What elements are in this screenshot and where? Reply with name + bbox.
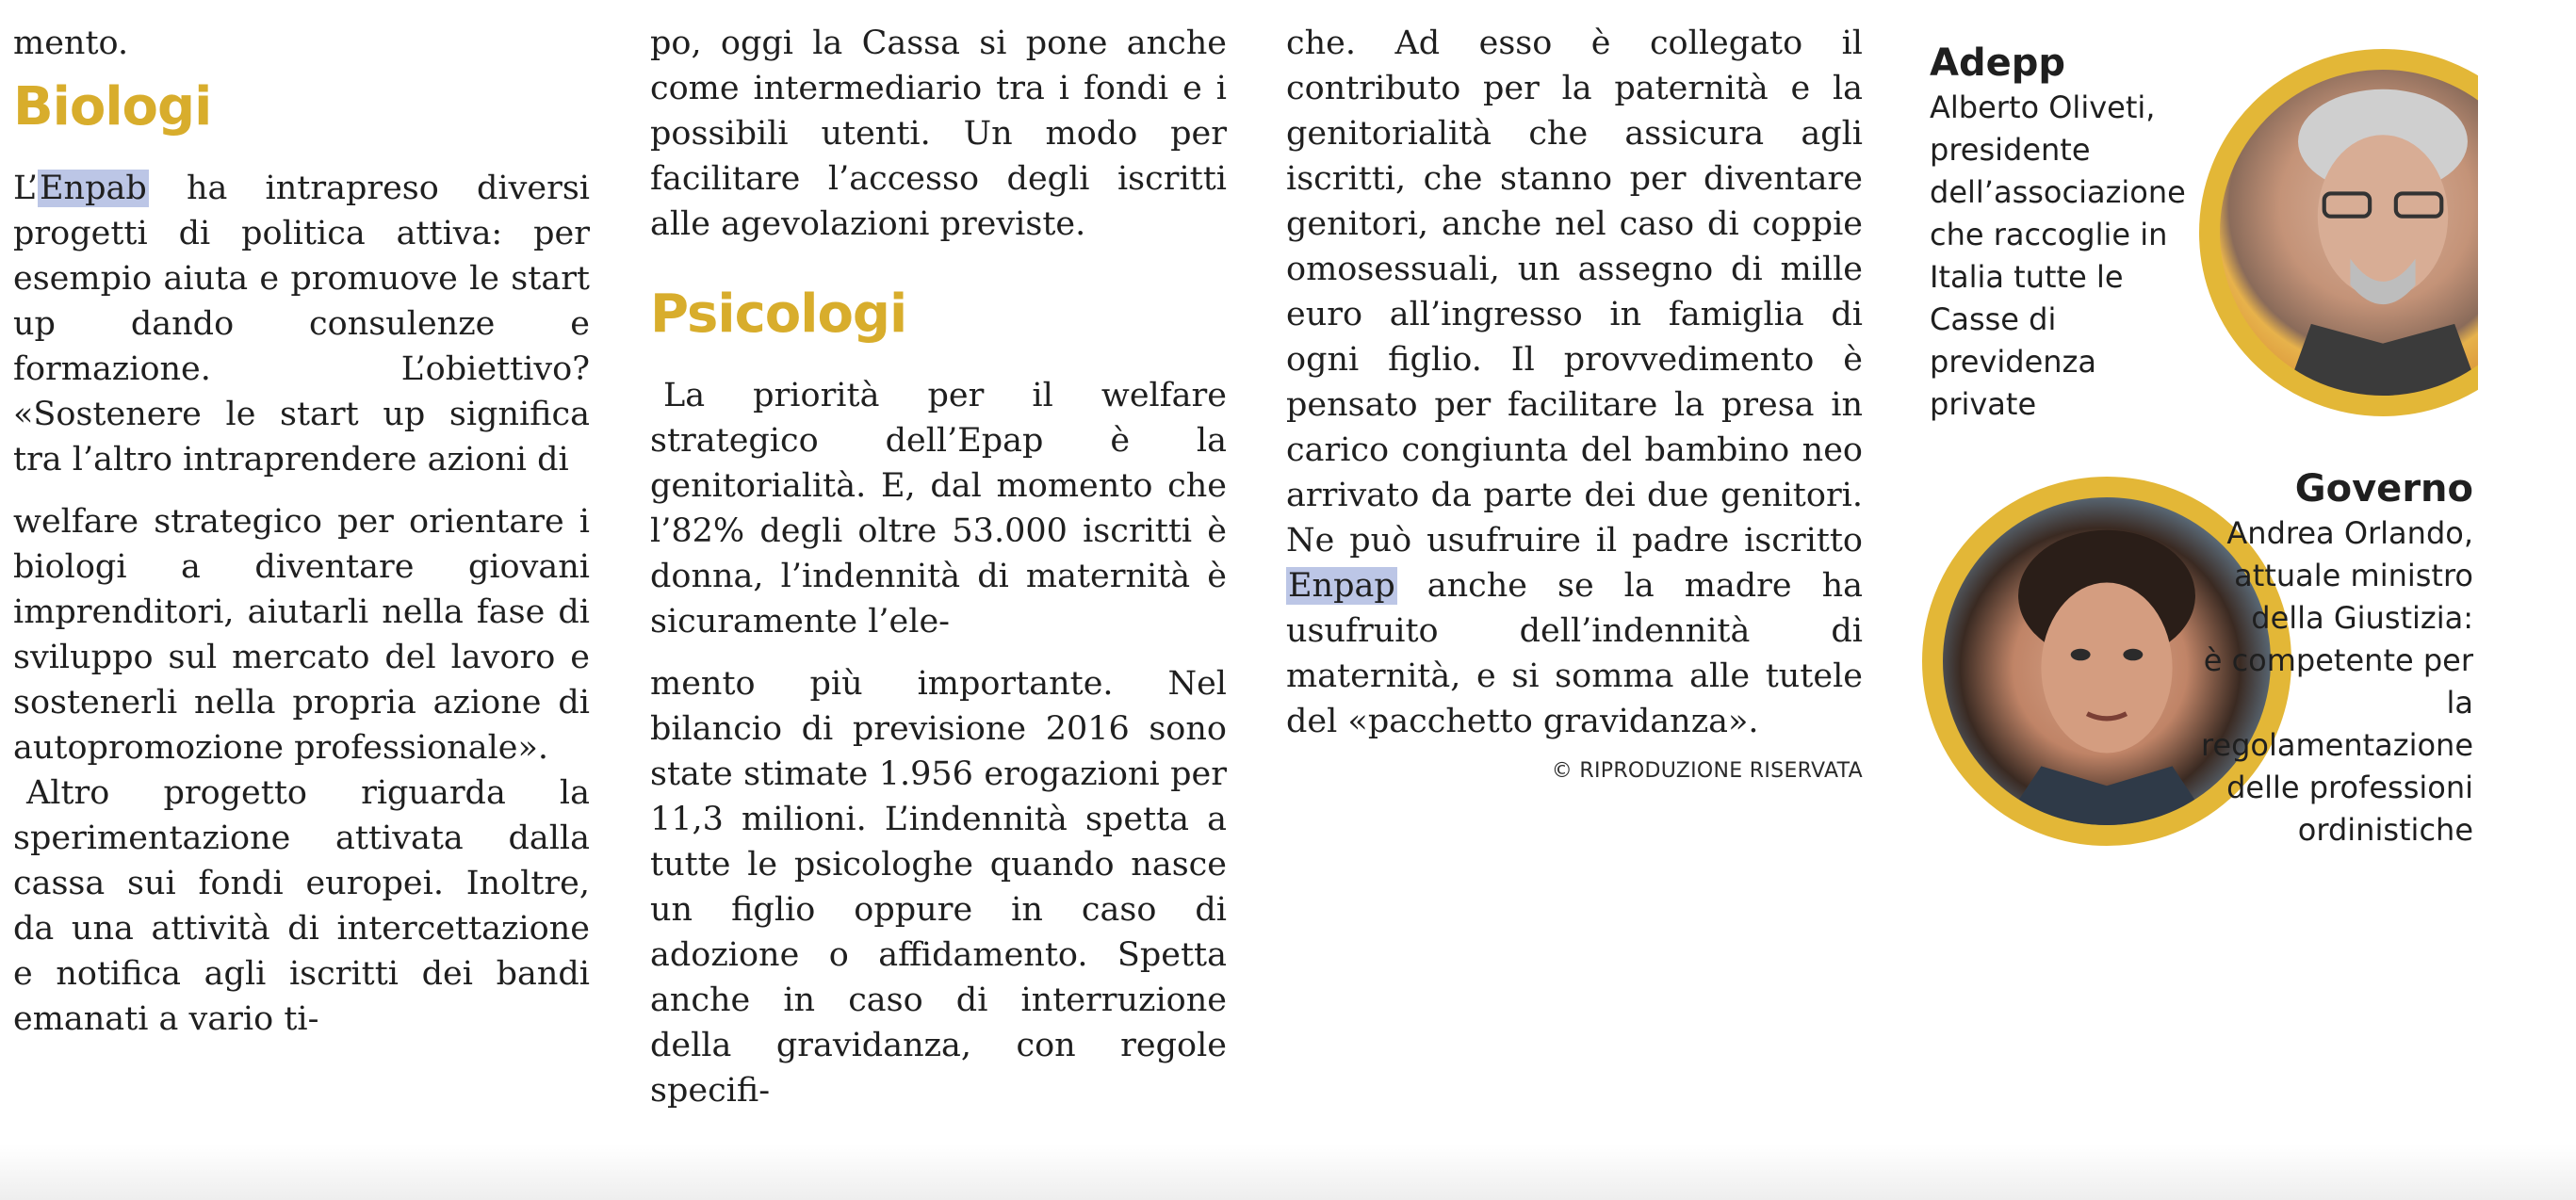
sidebar-adepp-line: Italia tutte le: [1930, 259, 2124, 295]
heading-psicologi: Psicologi: [650, 284, 907, 345]
sidebar-governo-line: della Giustizia:: [2251, 600, 2473, 636]
sidebar-adepp-line: previdenza: [1930, 344, 2096, 380]
highlight-enpap: Enpap: [1288, 567, 1395, 605]
sidebar-adepp-line: Alberto Oliveti,: [1930, 89, 2156, 125]
paragraph-psicologi-1: La priorità per il welfare strategico dell’Epap è la genitorialità. E, dal momento che l’82% degli oltre 53.000 iscritti è donna, l’indennità di maternità è sicuramente l’ele-: [650, 377, 1227, 641]
sidebar-governo-line: regolamentazione: [2200, 727, 2473, 763]
paragraph-biologi-2: welfare strategico per orientare i biologi a diventare giovani imprenditori, aiutarli nella fase di sviluppo sul mercato del lavoro e sostenerli nella propria azione di autopromozione professionale».: [13, 503, 590, 767]
sidebar-governo: [2158, 465, 2473, 851]
sidebar-adepp: [1930, 40, 2241, 426]
suit-shape: [2285, 324, 2481, 396]
face-shape: [2041, 582, 2172, 753]
article-column-2: [650, 21, 1227, 1113]
sidebar-adepp-line: dell’associazione: [1930, 174, 2186, 210]
highlight-enpab: Enpab: [39, 170, 147, 207]
sidebar-adepp-line: Casse di: [1930, 301, 2057, 337]
spacer: [13, 482, 590, 499]
sidebar-governo-line: ordinistiche: [2297, 812, 2473, 848]
eye-left: [2071, 649, 2091, 661]
image-crop-edge: [2478, 38, 2576, 433]
copyright-notice: © RIPRODUZIONE RISERVATA: [1551, 759, 1863, 783]
sidebar-governo-name: Governo: [2294, 467, 2473, 511]
sidebar-adepp-name: Adepp: [1930, 41, 2065, 85]
sidebar-adepp-line: private: [1930, 386, 2037, 422]
sidebar-governo-line: è competente per: [2203, 642, 2473, 678]
page-bottom-shade: [0, 1144, 2576, 1200]
paragraph-biologi-1: [13, 166, 590, 482]
spacer: [650, 644, 1227, 661]
sidebar-governo-line: la: [2446, 685, 2473, 721]
paragraph-paternita: [1286, 21, 1863, 744]
article-column-3: [1286, 21, 1863, 786]
sidebar-governo-line: Andrea Orlando,: [2226, 515, 2473, 551]
text-segment: ha intrapreso diversi progetti di politica attiva: per esempio aiuta e promuove le start up dando consulenze e formazione. L’obiettivo? «Sostenere le start up significa tra l’altro intraprendere azioni di: [13, 170, 590, 478]
eye-right: [2123, 649, 2143, 661]
sidebar-adepp-line: presidente: [1930, 132, 2091, 168]
text-segment: anche se la madre ha usufruito dell’indennità di maternità, e si somma alle tutele del «pacchetto gravidanza».: [1286, 567, 1863, 740]
text-segment: che. Ad esso è collegato il contributo per la paternità e la genitorialità che assicura agli iscritti, che stanno per diventare genitori, anche nel caso di coppie omosessuali, un assegno di mille euro all’ingresso in famiglia di ogni figlio. Il provvedimento è pensato per facilitare la presa in carico congiunta del bambino neo arrivato da parte dei due genitori. Ne può usufruire il padre iscritto: [1286, 24, 1863, 559]
sidebar-governo-line: delle professioni: [2226, 770, 2473, 805]
heading-biologi: Biologi: [13, 76, 212, 138]
paragraph-psicologi-2: mento più importante. Nel bilancio di previsione 2016 sono state stimate 1.956 erogazioni per 11,3 milioni. L’indennità spetta a tutte le psicologhe quando nasce un figlio oppure in caso di adozione o affidamento. Spetta anche in caso di interruzione della gravidanza, con regole specifi-: [650, 665, 1227, 1110]
paragraph-cassa: po, oggi la Cassa si pone anche come intermediario tra i fondi e i possibili utenti. Un modo per facilitare l’accesso degli iscritti alle agevolazioni previste.: [650, 24, 1227, 243]
article-column-1: [13, 21, 590, 1042]
sidebar-governo-line: attuale ministro: [2234, 558, 2473, 593]
paragraph-biologi-3: Altro progetto riguarda la sperimentazione attivata dalla cassa sui fondi europei. Inoltre, da una attività di intercettazione e notifica agli iscritti dei bandi emanati a vario ti-: [13, 774, 590, 1038]
column-1-continuation: mento.: [13, 24, 129, 62]
sidebar-adepp-line: che raccoglie in: [1930, 217, 2168, 252]
text-segment: L’: [13, 170, 38, 207]
